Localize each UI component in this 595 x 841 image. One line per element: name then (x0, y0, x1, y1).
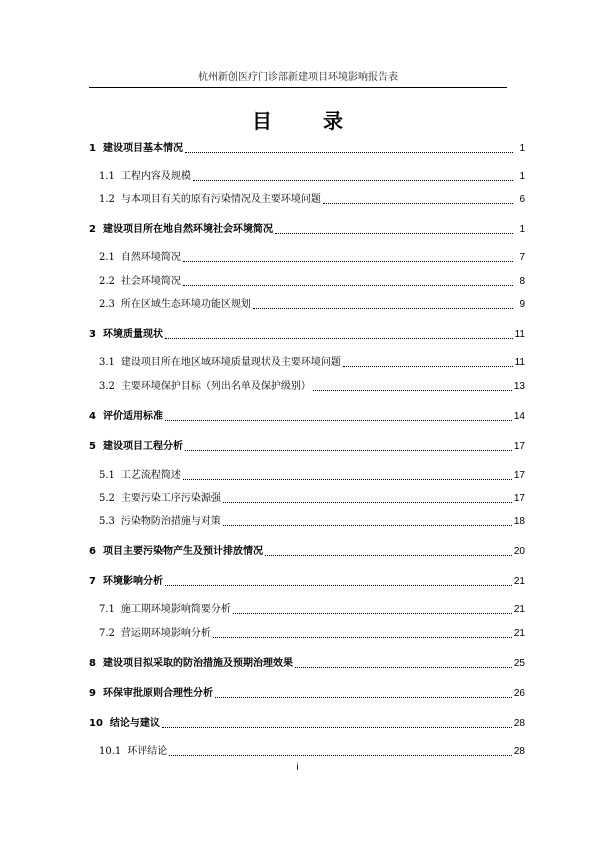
toc-entry-label: 项目主要污染物产生及预计排放情况 (102, 546, 263, 557)
toc-entry-number: 8 (89, 658, 96, 669)
toc-entry-page: 11 (514, 357, 525, 368)
toc-entry-page: 20 (513, 546, 525, 557)
toc-entry[interactable] (89, 687, 525, 701)
toc-entry[interactable] (89, 545, 525, 559)
toc-entry-number: 3 (89, 329, 96, 340)
toc-entry-page: 1 (519, 143, 525, 154)
toc-entry-page: 9 (519, 299, 525, 310)
toc-dot-leader (233, 612, 512, 614)
toc-entry-label: 结论与建议 (109, 718, 160, 729)
toc-entry-page: 26 (513, 688, 525, 699)
toc-entry[interactable] (89, 275, 525, 289)
toc-entry-label: 环境影响分析 (102, 576, 163, 587)
toc-entry[interactable] (89, 298, 525, 312)
toc-entry-page: 1 (519, 171, 525, 182)
toc-entry-label: 建设项目拟采取的防治措施及预期治理效果 (102, 658, 293, 669)
toc-entry-label: 主要污染工序污染源强 (120, 493, 221, 504)
toc-entry-number: 7.2 (99, 628, 115, 639)
toc-entry-number: 2.2 (99, 276, 115, 287)
toc-entry[interactable] (89, 142, 525, 156)
toc-dot-leader (185, 151, 513, 153)
toc-dot-leader (162, 726, 512, 728)
toc-entry-number: 6 (89, 546, 96, 557)
toc-entry[interactable] (89, 356, 525, 370)
toc-entry-page: 14 (513, 411, 525, 422)
toc-entry-page: 21 (513, 604, 525, 615)
toc-entry-number: 2 (89, 224, 96, 235)
toc-entry-label: 建设项目所在地区域环境质量现状及主要环境问题 (120, 357, 341, 368)
toc-entry[interactable] (89, 603, 525, 617)
toc-entry-label: 污染物防治措施与对策 (120, 516, 221, 527)
toc-entry-number: 4 (89, 411, 96, 422)
toc-entry-number: 1.2 (99, 194, 115, 205)
toc-entry-page: 21 (513, 628, 525, 639)
toc-entry[interactable] (89, 492, 525, 506)
toc-entry-page: 8 (519, 276, 525, 287)
toc-entry-number: 3.1 (99, 357, 115, 368)
toc-entry-label: 所在区域生态环境功能区规划 (120, 299, 251, 310)
toc-dot-leader (265, 554, 512, 556)
toc-entry-page: 17 (513, 493, 525, 504)
toc-entry-number: 5.2 (99, 493, 115, 504)
toc-dot-leader (185, 449, 512, 451)
toc-dot-leader (165, 584, 512, 586)
toc-entry-label: 营运期环境影响分析 (120, 628, 211, 639)
toc-entry-page: 25 (513, 658, 525, 669)
page-title: 目 录 (252, 109, 365, 133)
toc-dot-leader (183, 260, 513, 262)
toc-dot-leader (183, 478, 512, 480)
toc-dot-leader (193, 179, 513, 181)
toc-entry[interactable] (89, 380, 525, 394)
toc-entry-number: 5.3 (99, 516, 115, 527)
toc-entry[interactable] (89, 469, 525, 483)
toc-entry-page: 21 (513, 576, 525, 587)
toc-entry-number: 10 (89, 718, 103, 729)
page-header: 杭州新创医疗门诊部新建项目环境影响报告表 (89, 68, 507, 88)
toc-entry-number: 9 (89, 688, 96, 699)
toc-entry-number: 2.1 (99, 252, 115, 263)
toc-entry-label: 与本项目有关的原有污染情况及主要环境问题 (120, 194, 321, 205)
toc-entry[interactable] (89, 328, 525, 342)
toc-entry-page: 13 (513, 381, 525, 392)
toc-entry-page: 18 (513, 516, 525, 527)
toc-entry-label: 建设项目基本情况 (102, 143, 183, 154)
toc-entry-label: 施工期环境影响简要分析 (120, 604, 231, 615)
toc-dot-leader (169, 754, 512, 756)
toc-entry-page: 17 (513, 470, 525, 481)
toc-entry-number: 1 (89, 143, 96, 154)
toc-entry[interactable] (89, 251, 525, 265)
toc-entry-number: 10.1 (99, 746, 122, 757)
toc-entry[interactable] (89, 223, 525, 237)
toc-entry-label: 建设项目所在地自然环境社会环境简况 (102, 224, 273, 235)
toc-dot-leader (213, 636, 512, 638)
toc-dot-leader (165, 337, 513, 339)
page-number: i (296, 762, 299, 773)
toc-entry-label: 建设项目工程分析 (102, 441, 183, 452)
toc-entry-number: 3.2 (99, 381, 115, 392)
toc-entry-page: 6 (519, 194, 525, 205)
toc-entry-page: 17 (513, 441, 525, 452)
toc-entry-label: 评价适用标准 (102, 411, 163, 422)
toc-dot-leader (183, 284, 513, 286)
toc-entry-label: 社会环境简况 (120, 276, 181, 287)
toc-entry-page: 28 (513, 718, 525, 729)
toc-dot-leader (275, 232, 513, 234)
toc-entry-number: 5 (89, 441, 96, 452)
toc-entry-label: 工艺流程简述 (120, 470, 181, 481)
toc-entry-page: 1 (519, 224, 525, 235)
toc-entry-number: 1.1 (99, 171, 115, 182)
toc-entry[interactable] (89, 745, 525, 759)
toc-entry[interactable] (89, 193, 525, 207)
toc-dot-leader (253, 307, 513, 309)
toc-entry[interactable] (89, 410, 525, 424)
toc-entry-label: 环评结论 (127, 746, 168, 757)
toc-entry[interactable] (89, 575, 525, 589)
toc-dot-leader (323, 202, 513, 204)
toc-entry-number: 7 (89, 576, 96, 587)
toc-entry-page: 11 (514, 329, 525, 340)
toc-dot-leader (223, 524, 512, 526)
toc-entry-page: 28 (513, 746, 525, 757)
toc-entry-label: 环保审批原则合理性分析 (102, 688, 213, 699)
toc-entry[interactable] (89, 515, 525, 529)
toc-dot-leader (223, 501, 512, 503)
toc-dot-leader (165, 419, 512, 421)
toc-entry-number: 7.1 (99, 604, 115, 615)
toc-entry-label: 工程内容及规模 (120, 171, 191, 182)
toc-entry-number: 5.1 (99, 470, 115, 481)
toc-entry-number: 2.3 (99, 299, 115, 310)
toc-entry[interactable] (89, 627, 525, 641)
toc-entry[interactable] (89, 657, 525, 671)
toc-entry-label: 环境质量现状 (102, 329, 163, 340)
toc-dot-leader (343, 365, 513, 367)
toc-entry[interactable] (89, 440, 525, 454)
toc-dot-leader (295, 666, 512, 668)
toc-entry[interactable] (89, 170, 525, 184)
toc-dot-leader (215, 696, 512, 698)
toc-entry-page: 7 (519, 252, 525, 263)
toc-dot-leader (313, 389, 512, 391)
toc-entry[interactable] (89, 717, 525, 731)
toc-entry-label: 主要环境保护目标（列出名单及保护级别） (120, 381, 311, 392)
toc-entry-label: 自然环境简况 (120, 252, 181, 263)
